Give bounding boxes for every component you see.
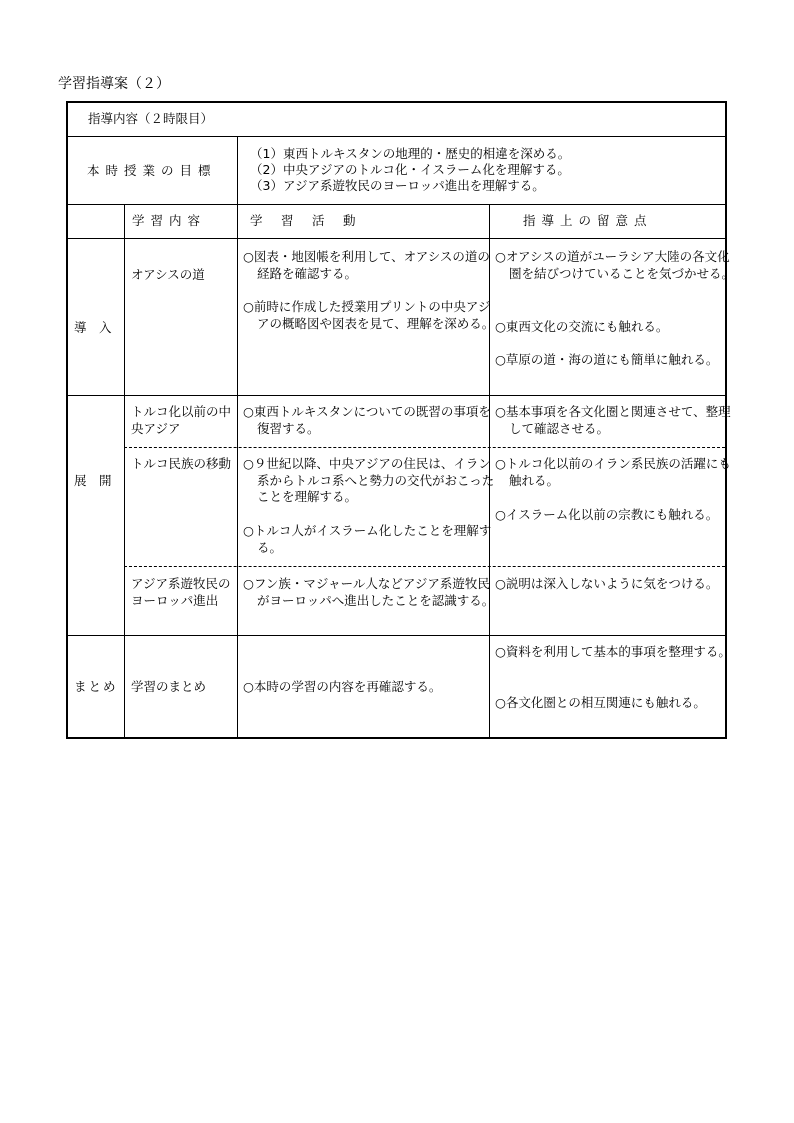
objective-label: 本時授業の目標: [87, 163, 217, 178]
objective-1: （1）東西トルキスタンの地理的・歴史的相違を深める。: [250, 146, 571, 161]
dashed-divider: [124, 447, 725, 448]
stage-label-development: 展 開: [74, 473, 112, 488]
note-item: ○基本事項を各文化圏と関連させて、整理して確認させる。: [495, 404, 731, 436]
activity-item: ○９世紀以降、中央アジアの住民は、イラン系からトルコ系へと勢力の交代がおこったことを理解する。: [243, 456, 495, 504]
row-divider: [68, 136, 725, 137]
row-divider: [68, 204, 725, 205]
column-header-notes: 指導上の留意点: [523, 213, 653, 228]
activity-item: ○図表・地図帳を利用して、オアシスの道の経路を確認する。: [243, 249, 490, 281]
column-header-content: 学習内容: [132, 213, 207, 228]
stage-label-intro: 導 入: [74, 320, 112, 335]
content-oasis-road: オアシスの道: [131, 267, 205, 282]
note-item: ○オアシスの道がユーラシア大陸の各文化圏を結びつけていることを気づかせる。: [495, 249, 735, 281]
row-divider: [68, 238, 725, 239]
dashed-divider: [124, 566, 725, 567]
note-item: ○各文化圏との相互関連にも触れる。: [495, 695, 706, 710]
row-divider: [68, 395, 725, 396]
content-summary: 学習のまとめ: [131, 679, 207, 694]
note-item: ○東西文化の交流にも触れる。: [495, 319, 669, 334]
note-item: ○イスラーム化以前の宗教にも触れる。: [495, 507, 719, 522]
activity-item: ○トルコ人がイスラーム化したことを理解する。: [243, 523, 492, 555]
content-nomad-europe: アジア系遊牧民のヨーロッパ進出: [131, 576, 231, 608]
activity-item: ○東西トルキスタンについての既習の事項を復習する。: [243, 404, 491, 436]
column-divider: [124, 204, 125, 737]
content-pre-turkification: トルコ化以前の中央アジア: [131, 404, 232, 436]
activity-item: ○フン族・マジャール人などアジア系遊牧民がヨーロッパへ進出したことを認識する。: [243, 576, 495, 608]
row-divider: [68, 635, 725, 636]
objective-3: （3）アジア系遊牧民のヨーロッパ進出を理解する。: [250, 178, 545, 193]
lesson-content-header: 指導内容（２時限目）: [88, 111, 214, 126]
activity-item: ○前時に作成した授業用プリントの中央アジアの概略図や図表を見て、理解を深める。: [243, 299, 495, 331]
note-item: ○資料を利用して基本的事項を整理する。: [495, 644, 731, 659]
activity-item: ○本時の学習の内容を再確認する。: [243, 679, 442, 694]
column-divider: [237, 136, 238, 737]
content-turkic-migration: トルコ民族の移動: [131, 456, 232, 471]
note-item: ○草原の道・海の道にも簡単に触れる。: [495, 352, 719, 367]
column-header-activity: 学 習 活 動: [250, 213, 359, 228]
note-item: ○説明は深入しないように気をつける。: [495, 576, 719, 591]
lesson-plan-table: [66, 101, 735, 739]
stage-label-summary: まとめ: [74, 679, 118, 694]
document-title: 学習指導案（２）: [58, 76, 170, 92]
objective-2: （2）中央アジアのトルコ化・イスラーム化を理解する。: [250, 162, 570, 177]
note-item: ○トルコ化以前のイラン系民族の活躍にも触れる。: [495, 456, 731, 488]
